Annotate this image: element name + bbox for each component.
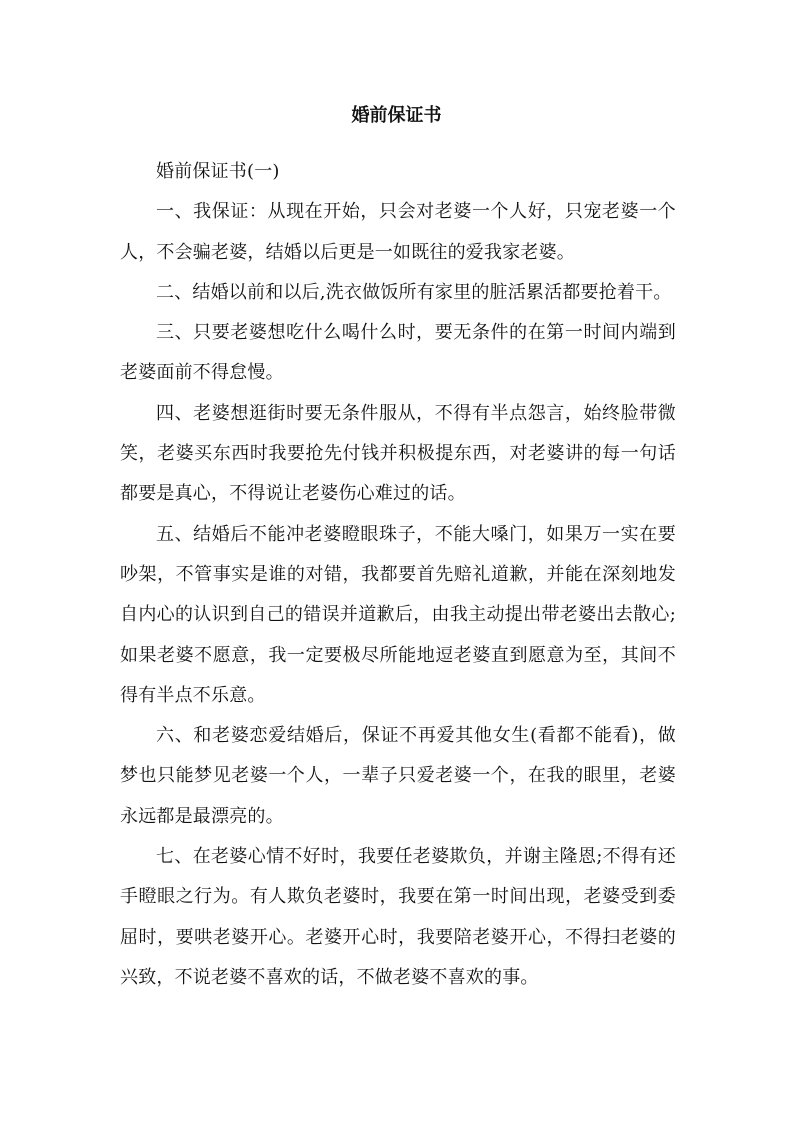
paragraph-5: 五、结婚后不能冲老婆瞪眼珠子，不能大嗓门，如果万一实在要吵架，不管事实是谁的对错，我都要首先赔礼道歉，并能在深刻地发自内心的认识到自己的错误并道歉后，由我主动提出带老婆出去散心;如果老婆不愿意，我一定要极尽所能地逗老婆直到愿意为至，其间不得有半点不乐意。	[120, 523, 676, 706]
paragraph-2: 二、结婚以前和以后,洗衣做饭所有家里的脏活累活都要抢着干。	[156, 281, 672, 303]
paragraph-7: 七、在老婆心情不好时，我要任老婆欺负，并谢主隆恩;不得有还手瞪眼之行为。有人欺负老婆时，我要在第一时间出现，老婆受到委屈时，要哄老婆开心。老婆开心时，我要陪老婆开心，不得扫老婆的兴致，不说老婆不喜欢的话，不做老婆不喜欢的事。	[120, 846, 676, 988]
paragraph-3: 三、只要老婆想吃什么喝什么时，要无条件的在第一时间内端到老婆面前不得怠慢。	[120, 322, 676, 384]
paragraph-1: 一、我保证：从现在开始，只会对老婆一个人好，只宠老婆一个人，不会骗老婆，结婚以后更是一如既往的爱我家老婆。	[120, 201, 676, 263]
document-subtitle: 婚前保证书(一)	[156, 161, 280, 182]
document-body	[120, 152, 676, 998]
paragraph-6: 六、和老婆恋爱结婚后，保证不再爱其他女生(看都不能看)，做梦也只能梦见老婆一个人，一辈子只爱老婆一个，在我的眼里，老婆永远都是最漂亮的。	[120, 725, 676, 827]
paragraph-4: 四、老婆想逛街时要无条件服从，不得有半点怨言，始终脸带微笑，老婆买东西时我要抢先付钱并积极提东西，对老婆讲的每一句话都要是真心，不得说让老婆伤心难过的话。	[120, 402, 676, 505]
document-title: 婚前保证书	[351, 105, 442, 126]
